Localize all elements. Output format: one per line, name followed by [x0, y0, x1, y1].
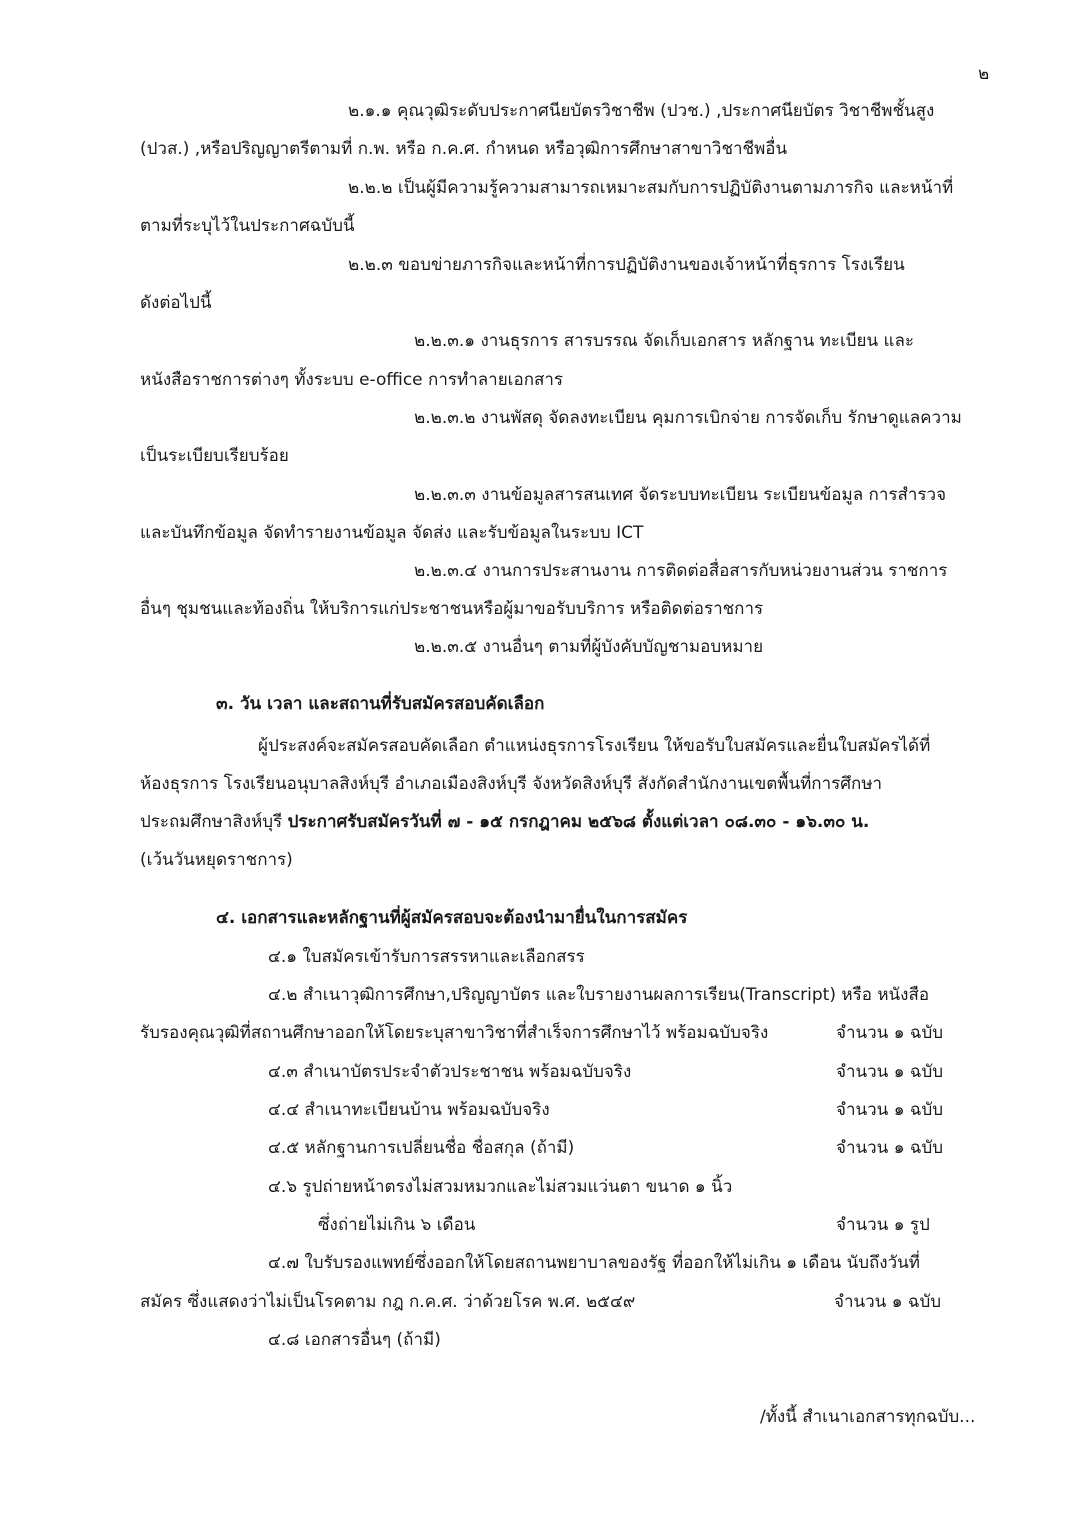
item-2-2-3-5: ๒.๒.๓.๕ งานอื่นๆ ตามที่ผู้บังคับบัญชามอบหมาย — [414, 637, 764, 657]
item-4-2-quantity: จำนวน ๑ ฉบับ — [836, 1023, 944, 1043]
item-4-2-line1: ๔.๒ สำเนาวุฒิการศึกษา,ปริญญาบัตร และใบรายงานผลการเรียน(Transcript) หรือ หนังสือ — [268, 985, 930, 1005]
item-2-2-3-4-line2: อื่นๆ ชุมชนและท้องถิ่น ให้บริการแก่ประชาชนหรือผู้มาขอรับบริการ หรือติดต่อราชการ — [140, 599, 764, 619]
item-2-2-2-line1: ๒.๒.๒ เป็นผู้มีความรู้ความสามารถเหมาะสมกับการปฏิบัติงานตามภารกิจ และหน้าที่ — [348, 178, 954, 198]
item-2-1-1-line2: (ปวส.) ,หรือปริญญาตรีตามที่ ก.พ. หรือ ก.ค.ศ. กำหนด หรือวุฒิการศึกษาสาขาวิชาชีพอื่น — [140, 139, 788, 159]
item-2-2-3-4-line1: ๒.๒.๓.๔ งานการประสานงาน การติดต่อสื่อสารกับหน่วยงานส่วน ราชการ — [414, 561, 948, 581]
section-3-para-line3 — [140, 810, 869, 834]
item-2-2-2-line2: ตามที่ระบุไว้ในประกาศฉบับนี้ — [140, 216, 355, 236]
item-4-8: ๔.๘ เอกสารอื่นๆ (ถ้ามี) — [268, 1330, 441, 1350]
page-number: ๒ — [978, 64, 990, 84]
item-2-2-3-1-line2: หนังสือราชการต่างๆ ทั้งระบบ e-office การทำลายเอกสาร — [140, 370, 564, 390]
item-2-2-3-3-line1: ๒.๒.๓.๓ งานข้อมูลสารสนเทศ จัดระบบทะเบียน ระเบียนข้อมูล การสำรวจ — [414, 485, 947, 505]
item-4-3-quantity: จำนวน ๑ ฉบับ — [836, 1062, 944, 1082]
item-4-4: ๔.๔ สำเนาทะเบียนบ้าน พร้อมฉบับจริง — [268, 1100, 550, 1120]
section-3-heading: ๓. วัน เวลา และสถานที่รับสมัครสอบคัดเลือก — [216, 694, 545, 714]
continuation-note: /ทั้งนี้ สำเนาเอกสารทุกฉบับ... — [760, 1407, 976, 1427]
section-3-para-line1: ผู้ประสงค์จะสมัครสอบคัดเลือก ตำแหน่งธุรการโรงเรียน ให้ขอรับใบสมัครและยื่นใบสมัครได้ที่ — [258, 736, 931, 756]
item-4-6-line1: ๔.๖ รูปถ่ายหน้าตรงไม่สวมหมวกและไม่สวมแว่นตา ขนาด ๑ นิ้ว — [268, 1177, 733, 1197]
section-3-para-line4: (เว้นวันหยุดราชการ) — [140, 850, 293, 870]
item-2-1-1-line1: ๒.๑.๑ คุณวุฒิระดับประกาศนียบัตรวิชาชีพ (ปวช.) ,ประกาศนียบัตร วิชาชีพชั้นสูง — [348, 101, 935, 121]
section-3-application-dates: ประกาศรับสมัครวันที่ ๗ - ๑๕ กรกฎาคม ๒๕๖๘ ตั้งแต่เวลา ๐๘.๓๐ - ๑๖.๓๐ น. — [287, 812, 870, 832]
item-2-2-3-line1: ๒.๒.๓ ขอบข่ายภารกิจและหน้าที่การปฏิบัติงานของเจ้าหน้าที่ธุรการ โรงเรียน — [348, 255, 905, 275]
item-4-5-quantity: จำนวน ๑ ฉบับ — [836, 1138, 944, 1158]
item-4-5: ๔.๕ หลักฐานการเปลี่ยนชื่อ ชื่อสกุล (ถ้ามี) — [268, 1138, 575, 1158]
item-4-6-quantity: จำนวน ๑ รูป — [836, 1215, 930, 1235]
item-4-4-quantity: จำนวน ๑ ฉบับ — [836, 1100, 944, 1120]
item-2-2-3-line2: ดังต่อไปนี้ — [140, 293, 212, 313]
item-2-2-3-1-line1: ๒.๒.๓.๑ งานธุรการ สารบรรณ จัดเก็บเอกสาร หลักฐาน ทะเบียน และ — [414, 331, 915, 351]
item-2-2-3-2-line1: ๒.๒.๓.๒ งานพัสดุ จัดลงทะเบียน คุมการเบิกจ่าย การจัดเก็บ รักษาดูแลความ — [414, 408, 962, 428]
item-4-1: ๔.๑ ใบสมัครเข้ารับการสรรหาและเลือกสรร — [268, 947, 585, 967]
item-4-6-line2: ซึ่งถ่ายไม่เกิน ๖ เดือน — [318, 1215, 476, 1235]
section-3-para-line2: ห้องธุรการ โรงเรียนอนุบาลสิงห์บุรี อำเภอเมืองสิงห์บุรี จังหวัดสิงห์บุรี สังกัดสำนักงานเขตพื้นที่การศึกษา — [140, 774, 883, 794]
item-4-3: ๔.๓ สำเนาบัตรประจำตัวประชาชน พร้อมฉบับจริง — [268, 1062, 632, 1082]
section-4-heading: ๔. เอกสารและหลักฐานที่ผู้สมัครสอบจะต้องนำมายื่นในการสมัคร — [216, 908, 688, 928]
item-4-7-quantity: จำนวน ๑ ฉบับ — [834, 1292, 942, 1312]
item-4-7-line2: สมัคร ซึ่งแสดงว่าไม่เป็นโรคตาม กฎ ก.ค.ศ. ว่าด้วยโรค พ.ศ. ๒๕๔๙ — [140, 1292, 636, 1312]
item-4-7-line1: ๔.๗ ใบรับรองแพทย์ซึ่งออกให้โดยสถานพยาบาลของรัฐ ที่ออกให้ไม่เกิน ๑ เดือน นับถึงวันที่ — [268, 1253, 920, 1273]
item-2-2-3-2-line2: เป็นระเบียบเรียบร้อย — [140, 446, 289, 466]
section-3-para-line3-normal: ประถมศึกษาสิงห์บุรี — [140, 812, 288, 832]
item-4-2-line2: รับรองคุณวุฒิที่สถานศึกษาออกให้โดยระบุสาขาวิชาที่สำเร็จการศึกษาไว้ พร้อมฉบับจริง — [140, 1023, 769, 1043]
item-2-2-3-3-line2: และบันทึกข้อมูล จัดทำรายงานข้อมูล จัดส่ง และรับข้อมูลในระบบ ICT — [140, 523, 644, 543]
